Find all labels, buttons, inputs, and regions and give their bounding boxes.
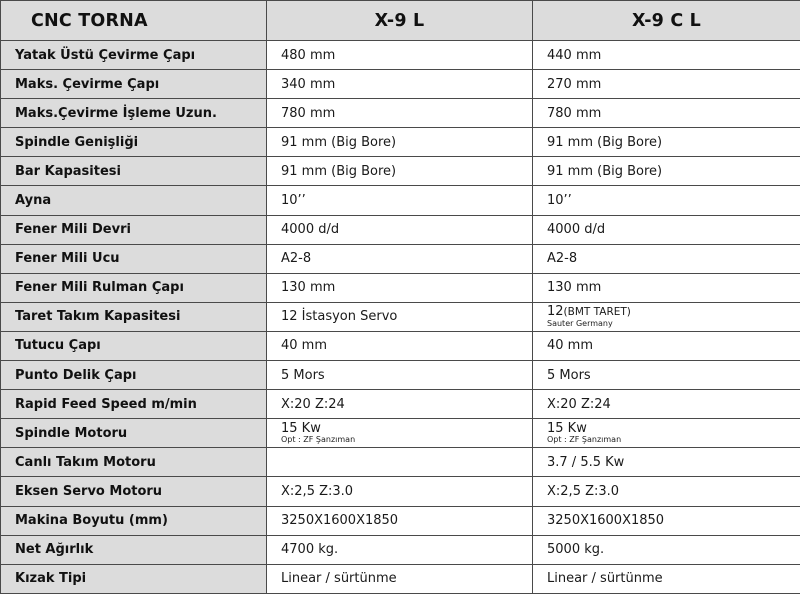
table-row (1, 157, 800, 186)
row-label: Fener Mili Rulman Çapı (1, 273, 267, 302)
value-x9cl: X:2,5 Z:3.0 (533, 477, 800, 506)
value-x9l: 12 İstasyon Servo (267, 302, 533, 331)
row-label: Net Ağırlık (1, 535, 267, 564)
value-x9cl: 91 mm (Big Bore) (533, 128, 800, 157)
value-x9l (267, 419, 533, 448)
value-main-number: 12 (547, 304, 564, 320)
row-label: Fener Mili Ucu (1, 244, 267, 273)
row-label: Rapid Feed Speed m/min (1, 390, 267, 419)
table-row (1, 186, 800, 215)
value-x9cl: 440 mm (533, 41, 800, 70)
value-x9l: 340 mm (267, 70, 533, 99)
value-paren-note: (BMT TARET) (563, 306, 631, 319)
value-x9cl: 130 mm (533, 273, 800, 302)
value-x9l: 130 mm (267, 273, 533, 302)
value-x9cl (533, 419, 800, 448)
table-row (1, 448, 800, 477)
table-row (1, 477, 800, 506)
value-x9l: 4700 kg. (267, 535, 533, 564)
table-body (1, 41, 800, 594)
table-row (1, 506, 800, 535)
value-x9l: X:2,5 Z:3.0 (267, 477, 533, 506)
table-header (1, 1, 800, 41)
row-label: Makina Boyutu (mm) (1, 506, 267, 535)
table-row (1, 70, 800, 99)
table-row (1, 41, 800, 70)
value-x9l: 91 mm (Big Bore) (267, 157, 533, 186)
value-x9cl: X:20 Z:24 (533, 390, 800, 419)
row-label: Maks.Çevirme İşleme Uzun. (1, 99, 267, 128)
value-x9l: 40 mm (267, 331, 533, 360)
value-x9cl: 4000 d/d (533, 215, 800, 244)
table-row (1, 215, 800, 244)
row-label: Punto Delik Çapı (1, 361, 267, 390)
value-x9l: 780 mm (267, 99, 533, 128)
value-x9l (267, 448, 533, 477)
row-label: Spindle Genişliği (1, 128, 267, 157)
row-label: Eksen Servo Motoru (1, 477, 267, 506)
value-x9l: 5 Mors (267, 361, 533, 390)
row-label: Kızak Tipi (1, 564, 267, 593)
table-row (1, 302, 800, 331)
row-label: Canlı Takım Motoru (1, 448, 267, 477)
value-x9cl: A2-8 (533, 244, 800, 273)
row-label: Ayna (1, 186, 267, 215)
value-x9cl: 270 mm (533, 70, 800, 99)
value-x9l: Linear / sürtünme (267, 564, 533, 593)
value-sub-note: Sauter Germany (547, 319, 613, 329)
table-row (1, 331, 800, 360)
value-x9cl: 91 mm (Big Bore) (533, 157, 800, 186)
value-x9cl: 5 Mors (533, 361, 800, 390)
row-label: Maks. Çevirme Çapı (1, 70, 267, 99)
row-label: Bar Kapasitesi (1, 157, 267, 186)
row-label: Yatak Üstü Çevirme Çapı (1, 41, 267, 70)
table-row (1, 273, 800, 302)
table-row (1, 390, 800, 419)
row-label: Spindle Motoru (1, 419, 267, 448)
value-x9l: 480 mm (267, 41, 533, 70)
row-label: Taret Takım Kapasitesi (1, 302, 267, 331)
header-model-x9l: X-9 L (267, 1, 533, 41)
value-x9l: A2-8 (267, 244, 533, 273)
value-x9cl: 3250X1600X1850 (533, 506, 800, 535)
value-main (547, 305, 800, 319)
row-label: Tutucu Çapı (1, 331, 267, 360)
value-x9l: 91 mm (Big Bore) (267, 128, 533, 157)
value-x9cl (533, 302, 800, 331)
value-x9l: 3250X1600X1850 (267, 506, 533, 535)
value-x9l: X:20 Z:24 (267, 390, 533, 419)
value-sub-note: Opt : ZF Şanzıman (547, 435, 622, 445)
table-row (1, 419, 800, 448)
table-row (1, 361, 800, 390)
header-row (1, 1, 800, 41)
value-x9l: 4000 d/d (267, 215, 533, 244)
row-label: Fener Mili Devri (1, 215, 267, 244)
value-x9cl: 40 mm (533, 331, 800, 360)
value-x9l: 10’’ (267, 186, 533, 215)
value-x9cl: 780 mm (533, 99, 800, 128)
value-x9cl: Linear / sürtünme (533, 564, 800, 593)
value-x9cl: 3.7 / 5.5 Kw (533, 448, 800, 477)
table-row (1, 564, 800, 593)
table-row (1, 535, 800, 564)
value-sub-note: Opt : ZF Şanzıman (281, 435, 356, 445)
table-row (1, 128, 800, 157)
value-main: 15 Kw (281, 421, 321, 437)
value-x9cl: 10’’ (533, 186, 800, 215)
value-x9cl: 5000 kg. (533, 535, 800, 564)
header-model-x9cl: X-9 C L (533, 1, 800, 41)
value-main: 15 Kw (547, 421, 587, 437)
header-label: CNC TORNA (1, 1, 267, 41)
table-row (1, 99, 800, 128)
table-row (1, 244, 800, 273)
